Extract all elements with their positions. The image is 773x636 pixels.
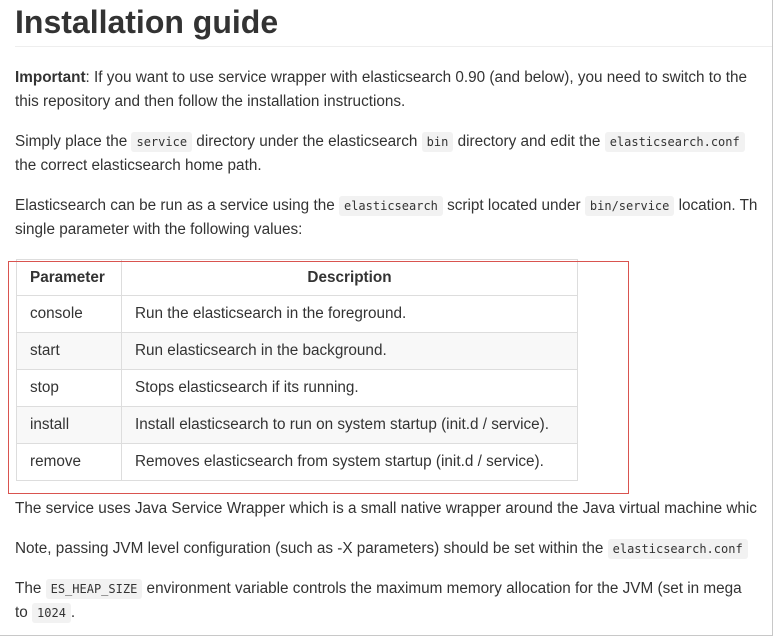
table-row	[17, 370, 578, 407]
code-bin-service: bin/service	[585, 196, 674, 216]
code-elasticsearch-conf: elasticsearch.conf	[605, 132, 745, 152]
java-wrapper-paragraph: The service uses Java Service Wrapper which is a small native wrapper around the Java virtual machine whic	[15, 500, 757, 517]
text-segment: Note, passing JVM level configuration (such as -X parameters) should be set within the	[15, 540, 608, 557]
text-segment: script located under	[442, 197, 585, 214]
code-service: service	[131, 132, 192, 152]
text-segment: directory and edit the	[453, 133, 605, 150]
param-cell: stop	[17, 370, 122, 407]
param-cell: install	[17, 407, 122, 444]
code-bin: bin	[422, 132, 454, 152]
table-row	[17, 296, 578, 333]
code-es-heap-size: ES_HEAP_SIZE	[46, 579, 143, 599]
parameters-table-wrapper	[16, 259, 578, 481]
text-segment: .	[70, 604, 76, 621]
text-segment: single parameter with the following values:	[15, 221, 303, 238]
header-parameter: Parameter	[17, 260, 122, 296]
header-description: Description	[122, 260, 578, 296]
text-segment: to	[15, 604, 33, 621]
table-row	[17, 407, 578, 444]
code-elasticsearch-script: elasticsearch	[339, 196, 443, 216]
desc-cell: Run elasticsearch in the background.	[122, 333, 578, 370]
text-segment: Simply place the	[15, 133, 132, 150]
important-text-line2: this repository and then follow the installation instructions.	[15, 93, 406, 110]
text-segment: Elasticsearch can be run as a service using the	[15, 197, 339, 214]
param-cell: remove	[17, 444, 122, 481]
desc-cell: Stops elasticsearch if its running.	[122, 370, 578, 407]
jvm-config-paragraph	[15, 537, 748, 561]
important-paragraph	[15, 66, 747, 114]
run-as-service-paragraph	[15, 194, 757, 242]
page-title: Installation guide	[15, 0, 773, 47]
important-text-line1: : If you want to use service wrapper with elasticsearch 0.90 (and below), you need to switch to the	[85, 69, 748, 86]
text-segment: The	[15, 580, 46, 597]
desc-cell: Install elasticsearch to run on system startup (init.d / service).	[122, 407, 578, 444]
param-cell: console	[17, 296, 122, 333]
parameters-table	[16, 259, 578, 481]
desc-cell: Removes elasticsearch from system startup (init.d / service).	[122, 444, 578, 481]
content-area	[15, 0, 773, 621]
table-row	[17, 444, 578, 481]
code-1024: 1024	[32, 603, 71, 623]
table-header-row	[17, 260, 578, 296]
text-segment: directory under the elasticsearch	[192, 133, 422, 150]
heap-size-paragraph	[15, 577, 742, 625]
param-cell: start	[17, 333, 122, 370]
text-segment: location. Th	[674, 197, 758, 214]
table-row	[17, 333, 578, 370]
important-label: Important	[15, 69, 86, 86]
code-elasticsearch-conf-2: elasticsearch.conf	[608, 539, 748, 559]
text-segment: environment variable controls the maximum memory allocation for the JVM (set in mega	[142, 580, 742, 597]
text-segment: the correct elasticsearch home path.	[15, 157, 262, 174]
desc-cell: Run the elasticsearch in the foreground.	[122, 296, 578, 333]
place-service-paragraph	[15, 130, 745, 178]
